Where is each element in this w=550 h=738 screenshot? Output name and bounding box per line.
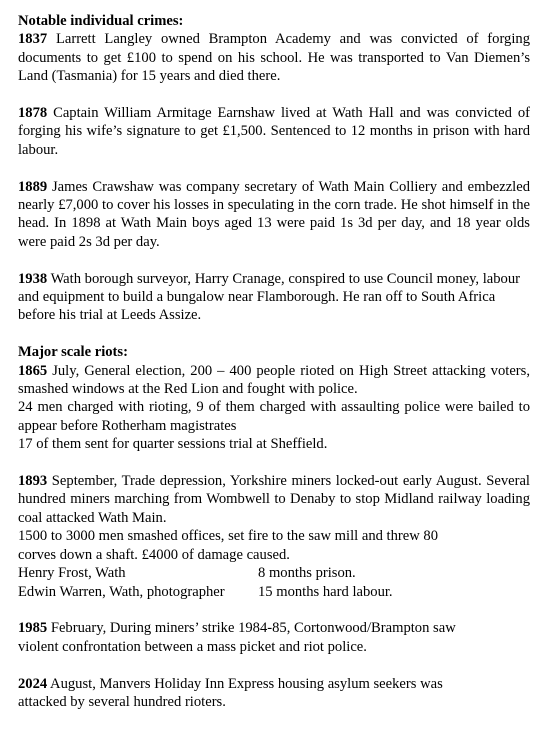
paragraph-gap — [18, 251, 530, 269]
riot-text: July, General election, 200 – 400 people rioted on High Street attacking voters, smashed windows at the Red Lion and fought with police. — [18, 362, 530, 398]
paragraph-gap — [18, 601, 530, 619]
riot-year: 1893 — [18, 473, 48, 490]
sentence-row — [18, 583, 530, 601]
sentence-name: Henry Frost, Wath — [18, 565, 126, 582]
riot-1985-line — [18, 619, 530, 637]
riot-year: 2024 — [18, 675, 48, 692]
riot-1893 — [18, 472, 530, 601]
crime-text: Captain William Armitage Earnshaw lived at Wath Hall and was convicted of forging his wife’s signature to get £1,500. Sentenced to 12 months in prison with hard labour. — [18, 105, 530, 158]
crime-1938 — [18, 270, 530, 325]
riot-2024-line: attacked by several hundred rioters. — [18, 693, 226, 710]
crime-year: 1938 — [18, 270, 48, 287]
sentence-row — [18, 564, 530, 582]
riot-year: 1985 — [18, 620, 48, 637]
crime-year: 1889 — [18, 178, 48, 195]
riot-1985-line: violent confrontation between a mass picket and riot police. — [18, 638, 367, 655]
riot-1865 — [18, 362, 530, 454]
crime-1837 — [18, 30, 530, 85]
riot-text: September, Trade depression, Yorkshire miners locked-out early August. Several hundred miners marching from Wombwell to Denaby to stop Midland railway loading coal attacked Wath Main. — [18, 473, 530, 526]
crime-text: James Crawshaw was company secretary of Wath Main Colliery and embezzled nearly £7,000 to cover his losses in speculating in the corn trade. He shot himself in the head. In 1898 at Wath Main boys aged 13 were paid 1s 3d per day, and 18 year olds were paid 2s 3d per day. — [18, 178, 530, 250]
crime-1889 — [18, 178, 530, 252]
paragraph-gap — [18, 656, 530, 674]
sentence-term: 8 months prison. — [258, 565, 356, 582]
paragraph-gap — [18, 86, 530, 104]
riot-year: 1865 — [18, 362, 48, 379]
riots-heading: Major scale riots: — [18, 344, 128, 361]
document-page — [18, 12, 530, 711]
sentence-name: Edwin Warren, Wath, photographer — [18, 583, 225, 600]
crime-year: 1878 — [18, 105, 48, 122]
riot-1893-line: corves down a shaft. £4000 of damage caused. — [18, 546, 290, 563]
crime-year: 1837 — [18, 31, 48, 48]
riot-1865-intro — [18, 362, 530, 399]
riot-2024-line — [18, 675, 530, 693]
crime-text: Wath borough surveyor, Harry Cranage, conspired to use Council money, labour and equipment to build a bungalow near Flamborough. He ran off to South Africa before his trial at Leeds Assize. — [18, 270, 521, 324]
riot-1865-trial: 17 of them sent for quarter sessions trial at Sheffield. — [18, 436, 328, 453]
crime-1878 — [18, 104, 530, 159]
riot-1893-intro — [18, 472, 530, 527]
crimes-heading: Notable individual crimes: — [18, 13, 184, 29]
riot-text: February, During miners’ strike 1984-85, Cortonwood/Brampton saw — [47, 620, 456, 637]
riot-1865-charges: 24 men charged with rioting, 9 of them charged with assaulting police were bailed to appear before Rotherham magistrates — [18, 399, 530, 434]
riot-1893-line: 1500 to 3000 men smashed offices, set fire to the saw mill and threw 80 — [18, 528, 439, 545]
paragraph-gap — [18, 159, 530, 177]
paragraph-gap — [18, 454, 530, 472]
paragraph-gap — [18, 325, 530, 343]
crime-text: Larrett Langley owned Brampton Academy and was convicted of forging documents to get £100 to spend on his school. He was transported to Van Diemen’s Land (Tasmania) for 15 years and died there. — [18, 31, 530, 85]
riot-2024 — [18, 675, 530, 712]
sentence-term: 15 months hard labour. — [258, 583, 393, 600]
riot-text: August, Manvers Holiday Inn Express housing asylum seekers was — [47, 675, 443, 692]
riot-1985 — [18, 619, 530, 656]
